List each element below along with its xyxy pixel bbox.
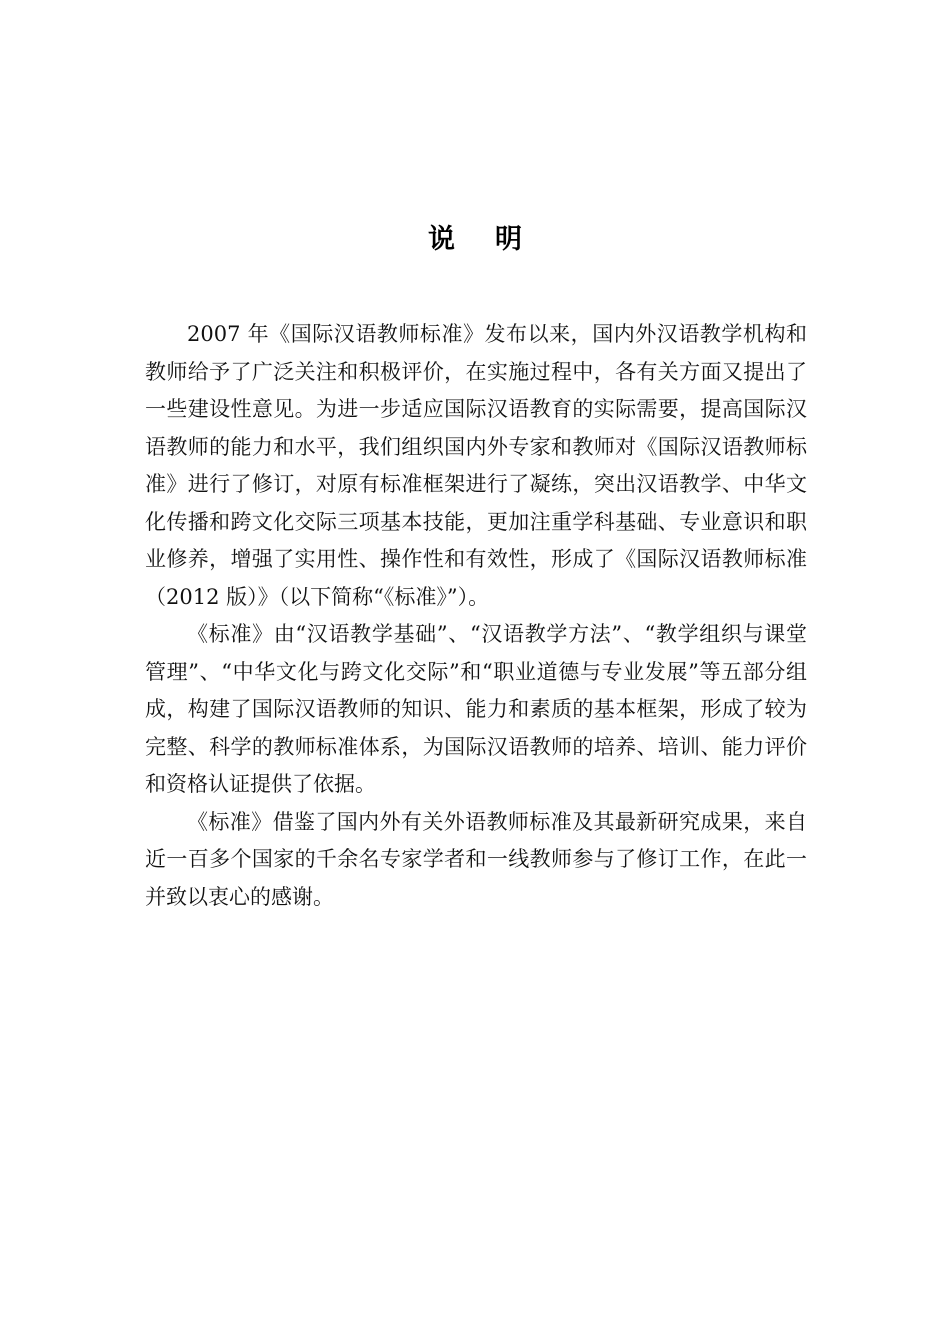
document-body (145, 316, 807, 916)
paragraph-3: 《标准》借鉴了国内外有关外语教师标准及其最新研究成果，来自近一百多个国家的千余名专家学者和一线教师参与了修订工作，在此一并致以衷心的感谢。 (145, 809, 807, 909)
page-title: 说明 (428, 224, 562, 255)
paragraph-1: 2007 年《国际汉语教师标准》发布以来，国内外汉语教学机构和教师给予了广泛关注和积极评价，在实施过程中，各有关方面又提出了一些建设性意见。为进一步适应国际汉语教育的实际需要，提高国际汉语教师的能力和水平，我们组织国内外专家和教师对《国际汉语教师标准》进行了修订，对原有标准框架进行了凝练，突出汉语教学、中华文化传播和跨文化交际三项基本技能，更加注重学科基础、专业意识和职业修养，增强了实用性、操作性和有效性，形成了《国际汉语教师标准（2012 版）》（以下简称“《标准》”）。 (145, 322, 807, 609)
paragraph-2: 《标准》由“汉语教学基础”、“汉语教学方法”、“教学组织与课堂管理”、“中华文化与跨文化交际”和“职业道德与专业发展”等五部分组成，构建了国际汉语教师的知识、能力和素质的基本框架，形成了较为完整、科学的教师标准体系，为国际汉语教师的培养、培训、能力评价和资格认证提供了依据。 (145, 622, 807, 796)
